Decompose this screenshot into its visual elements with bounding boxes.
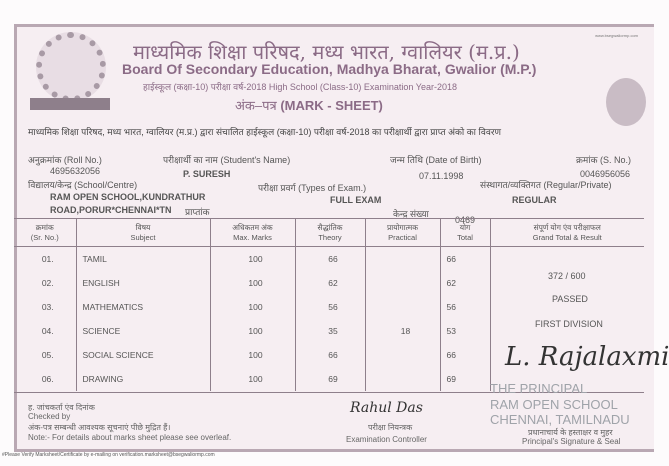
note: Note:- For details about marks sheet please see overleaf. xyxy=(28,433,232,442)
practical-cell xyxy=(365,271,440,295)
result: PASSED xyxy=(552,294,588,304)
theory-cell: 66 xyxy=(295,343,365,367)
max-marks-cell: 100 xyxy=(210,271,295,295)
emblem-ribbon xyxy=(30,98,110,110)
website-text: www.bsegwaliormp.com xyxy=(595,33,638,38)
note-hindi: अंक-पत्र सम्बन्धी आवश्यक सूचनाएं पीछे मुद्रित हैं। xyxy=(28,423,171,432)
header-hi: सैद्धांतिक xyxy=(317,222,343,232)
division: FIRST DIVISION xyxy=(535,319,603,329)
total-cell: 56 xyxy=(440,295,490,319)
table-header-row xyxy=(14,219,644,247)
stamp-line2: RAM OPEN SCHOOL xyxy=(490,397,618,412)
controller-hindi: परीक्षा नियन्त्रक xyxy=(368,423,413,432)
col-max xyxy=(210,219,295,247)
theory-cell: 66 xyxy=(295,247,365,271)
roll-no-value: 4695632056 xyxy=(50,166,101,176)
practical-cell xyxy=(365,295,440,319)
school-line1: RAM OPEN SCHOOL,KUNDRATHUR xyxy=(50,192,206,202)
subject-cell: ENGLISH xyxy=(76,271,210,295)
practical-cell xyxy=(365,343,440,367)
sr-no-cell: 02. xyxy=(41,277,54,288)
student-name-label: परीक्षार्थी का नाम (Student's Name) xyxy=(163,155,291,165)
controller-signature: Rahul Das xyxy=(350,400,423,416)
theory-cell: 69 xyxy=(295,367,365,391)
header-en: Grand Total & Result xyxy=(532,232,602,242)
col-sr xyxy=(14,219,76,247)
header-en: Theory xyxy=(318,232,342,242)
col-total xyxy=(440,219,490,247)
grand-total: 372 / 600 xyxy=(548,271,586,281)
principal-signature: L. Rajalaxmi xyxy=(505,342,669,372)
sheet-title xyxy=(235,96,383,114)
col-grand-total xyxy=(490,219,644,247)
theory-cell: 62 xyxy=(295,271,365,295)
table-row xyxy=(14,295,644,319)
controller-label: Examination Controller xyxy=(346,435,427,444)
subject-cell: SCIENCE xyxy=(76,319,210,343)
sr-no-cell: 05. xyxy=(41,349,54,360)
total-cell: 53 xyxy=(440,319,490,343)
sheet-title-hindi: अंक–पत्र xyxy=(235,98,277,113)
total-cell: 62 xyxy=(440,271,490,295)
header-en: Practical xyxy=(388,232,417,242)
grand-total-cell xyxy=(490,247,644,271)
description: माध्यमिक शिक्षा परिषद, मध्य भारत, ग्वालियर (म.प्र.) द्वारा संचालित हाईस्कूल (कक्षा-10) परीक्षा वर्ष-2018 का परीक्षार्थी द्वारा प्राप्त अंको का विवरण xyxy=(28,127,502,137)
practical-cell xyxy=(365,367,440,391)
sr-no-cell: 03. xyxy=(41,301,54,312)
header-hi: संपूर्ण योग एंव परीक्षाफल xyxy=(533,222,601,232)
theory-cell: 56 xyxy=(295,295,365,319)
hologram-seal xyxy=(606,78,646,126)
stamp-line1: THE PRINCIPAL xyxy=(490,381,588,396)
principal-label: Principal's Signature & Seal xyxy=(522,437,621,446)
centre-no-value: 0469 xyxy=(455,215,476,225)
school-line2: ROAD,PORUR*CHENNAI*TN xyxy=(50,205,172,215)
header-en: (Sr. No.) xyxy=(30,232,59,242)
practical-cell xyxy=(365,247,440,271)
practical-cell: 18 xyxy=(365,319,440,343)
regular-private-label: संस्थागत/व्यक्तिगत (Regular/Private) xyxy=(480,180,612,190)
s-no-value: 0046956056 xyxy=(580,169,631,179)
title-hindi: माध्यमिक शिक्षा परिषद, मध्य भारत, ग्वालियर (म.प्र.) xyxy=(133,40,520,64)
subject-cell: TAMIL xyxy=(76,247,210,271)
subject-cell: DRAWING xyxy=(76,367,210,391)
principal-hindi: प्रधानाचार्य के हस्ताक्षर व मुहर xyxy=(528,428,613,437)
exam-type-label: परीक्षा प्रवर्ग (Types of Exam.) xyxy=(258,183,367,193)
theory-cell: 35 xyxy=(295,319,365,343)
header-hi: अधिकतम अंक xyxy=(232,222,273,232)
max-marks-cell: 100 xyxy=(210,247,295,271)
student-name-value: P. SURESH xyxy=(183,169,231,179)
header-en: Subject xyxy=(130,232,156,242)
s-no-label: क्रमांक (S. No.) xyxy=(576,155,632,165)
title-english: Board Of Secondary Education, Madhya Bharat, Gwalior (M.P.) xyxy=(122,61,537,77)
header-en: Max. Marks xyxy=(233,232,272,242)
total-cell: 66 xyxy=(440,343,490,367)
stamp-line3: CHENNAI, TAMILNADU xyxy=(490,412,630,427)
sr-no-cell: 01. xyxy=(41,253,54,264)
header-hi: क्रमांक xyxy=(35,222,54,232)
centre-no-label: केन्द्र संख्या xyxy=(393,209,429,219)
max-marks-cell: 100 xyxy=(210,295,295,319)
exam-line: हाईस्कूल (कक्षा-10) परीक्षा वर्ष-2018 High School (Class-10) Examination Year-2018 xyxy=(143,82,457,92)
regular-private-value: REGULAR xyxy=(512,195,557,205)
board-emblem-logo xyxy=(36,32,106,102)
col-subject xyxy=(76,219,210,247)
school-label: विद्यालय/केन्द्र (School/Centre) xyxy=(28,180,138,190)
header-hi: योग xyxy=(459,222,471,232)
roll-no-label: अनुक्रमांक (Roll No.) xyxy=(28,155,102,165)
col-practical xyxy=(365,219,440,247)
header-hi: विषय xyxy=(135,222,151,232)
subject-cell: MATHEMATICS xyxy=(76,295,210,319)
max-marks-cell: 100 xyxy=(210,319,295,343)
exam-type-value: FULL EXAM xyxy=(330,195,382,205)
verify-note: #Please Verify Marksheet/Certificate by e-mailing on verification.marksheet@bsegwaliormp.com xyxy=(2,452,215,458)
header-en: Total xyxy=(457,232,473,242)
dob-value: 07.11.1998 xyxy=(419,171,464,181)
marks-obtained-label: प्राप्तांक xyxy=(185,207,210,217)
checked-hindi: ह. जांचकर्ता एंव दिनांक xyxy=(28,403,95,412)
max-marks-cell: 100 xyxy=(210,367,295,391)
total-cell: 66 xyxy=(440,247,490,271)
sheet-title-english: (MARK - SHEET) xyxy=(280,98,383,113)
table-row xyxy=(14,247,644,271)
subject-cell: SOCIAL SCIENCE xyxy=(76,343,210,367)
col-theory xyxy=(295,219,365,247)
dob-label: जन्म तिथि (Date of Birth) xyxy=(390,155,482,165)
header-hi: प्रायोगात्मक xyxy=(386,222,419,232)
max-marks-cell: 100 xyxy=(210,343,295,367)
checked-by: Checked by xyxy=(28,412,71,421)
sr-no-cell: 06. xyxy=(41,373,54,384)
total-cell: 69 xyxy=(440,367,490,391)
sr-no-cell: 04. xyxy=(41,325,54,336)
